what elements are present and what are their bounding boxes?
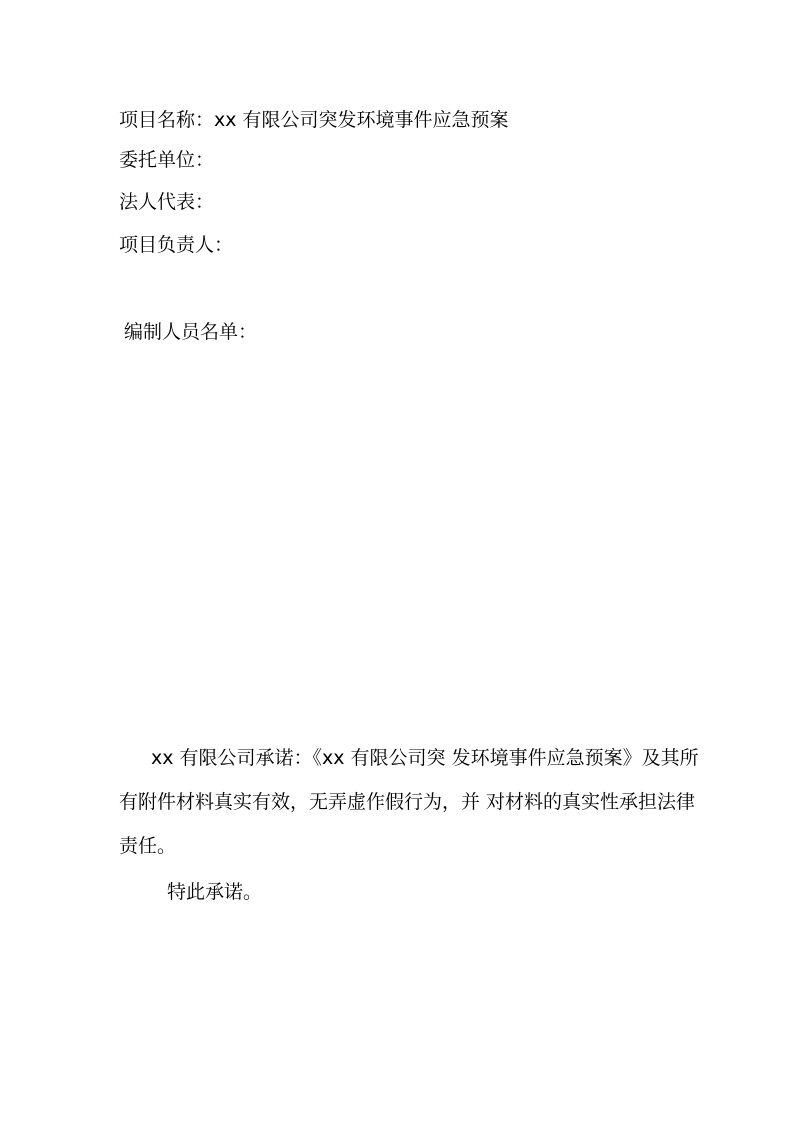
pledge-text-line: 责任。 [119,835,177,857]
legal-representative-field: 法人代表： [119,191,215,213]
project-name-field: 项目名称：xx 有限公司突发环境事件应急预案 [119,109,509,131]
staff-list-label: 编制人员名单： [124,321,258,343]
client-field: 委托单位： [119,149,215,171]
project-lead-field: 项目负责人： [119,234,234,256]
pledge-text-line: 有附件材料真实有效，无弄虚作假行为，并 对材料的真实性承担法律 [119,791,696,813]
pledge-closing: 特此承诺。 [167,881,263,903]
pledge-text-line: xx 有限公司承诺：《xx 有限公司突 发环境事件应急预案》及其所 [151,747,699,769]
